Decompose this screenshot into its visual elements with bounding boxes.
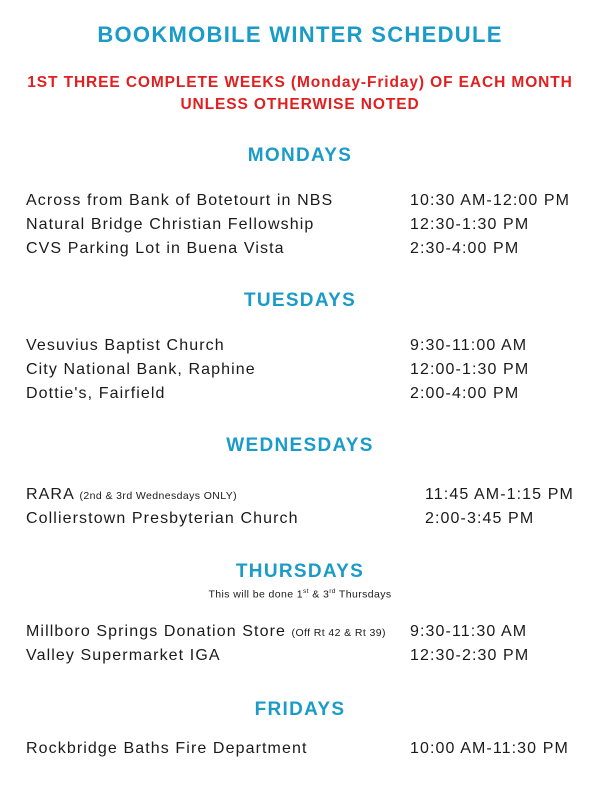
stop-location: CVS Parking Lot in Buena Vista (26, 240, 285, 257)
thursdays-note (0, 588, 600, 601)
stop-location: City National Bank, Raphine (26, 361, 256, 378)
stop-location: Valley Supermarket IGA (26, 647, 221, 664)
stop-location: Collierstown Presbyterian Church (26, 510, 299, 527)
heading-wednesdays: WEDNESDAYS (226, 435, 374, 456)
stop-location: Natural Bridge Christian Fellowship (26, 216, 315, 233)
note-text: & 3 (308, 588, 330, 601)
heading-thursdays: THURSDAYS (235, 561, 365, 582)
stop-location (26, 486, 237, 504)
note-text: This will be done 1 (208, 588, 304, 601)
stop-time: 2:00-3:45 PM (425, 510, 535, 527)
stop-time: 9:30-11:00 AM (410, 337, 528, 354)
stop-time: 2:00-4:00 PM (410, 385, 520, 402)
location-name: Millboro Springs Donation Store (26, 623, 286, 640)
stop-time: 10:30 AM-12:00 PM (410, 192, 571, 209)
stop-time: 12:30-1:30 PM (410, 216, 530, 233)
note-sup: st (303, 588, 309, 595)
stop-location: Rockbridge Baths Fire Department (26, 740, 308, 757)
note-text: Thursdays (335, 588, 392, 601)
location-note: (Off Rt 42 & Rt 39) (291, 627, 386, 639)
stop-time: 2:30-4:00 PM (410, 240, 520, 257)
stop-time: 12:30-2:30 PM (410, 647, 530, 664)
heading-fridays: FRIDAYS (254, 699, 346, 720)
page-title: BOOKMOBILE WINTER SCHEDULE (97, 22, 503, 47)
stop-location (26, 623, 386, 641)
stop-location: Across from Bank of Botetourt in NBS (26, 192, 334, 209)
stop-time: 12:00-1:30 PM (410, 361, 530, 378)
subtitle-line-2: UNLESS OTHERWISE NOTED (180, 96, 420, 113)
heading-mondays: MONDAYS (247, 145, 353, 166)
stop-location: Vesuvius Baptist Church (26, 337, 225, 354)
stop-time: 9:30-11:30 AM (410, 623, 528, 640)
stop-time: 11:45 AM-1:15 PM (425, 486, 574, 503)
stop-location: Dottie's, Fairfield (26, 385, 166, 402)
note-sup: rd (329, 588, 336, 595)
stop-time: 10:00 AM-11:30 PM (410, 740, 569, 757)
location-note: (2nd & 3rd Wednesdays ONLY) (79, 490, 238, 502)
heading-tuesdays: TUESDAYS (243, 290, 357, 311)
subtitle-line-1: 1ST THREE COMPLETE WEEKS (Monday-Friday) OF EACH MONTH (27, 74, 573, 91)
location-name: RARA (26, 486, 74, 503)
